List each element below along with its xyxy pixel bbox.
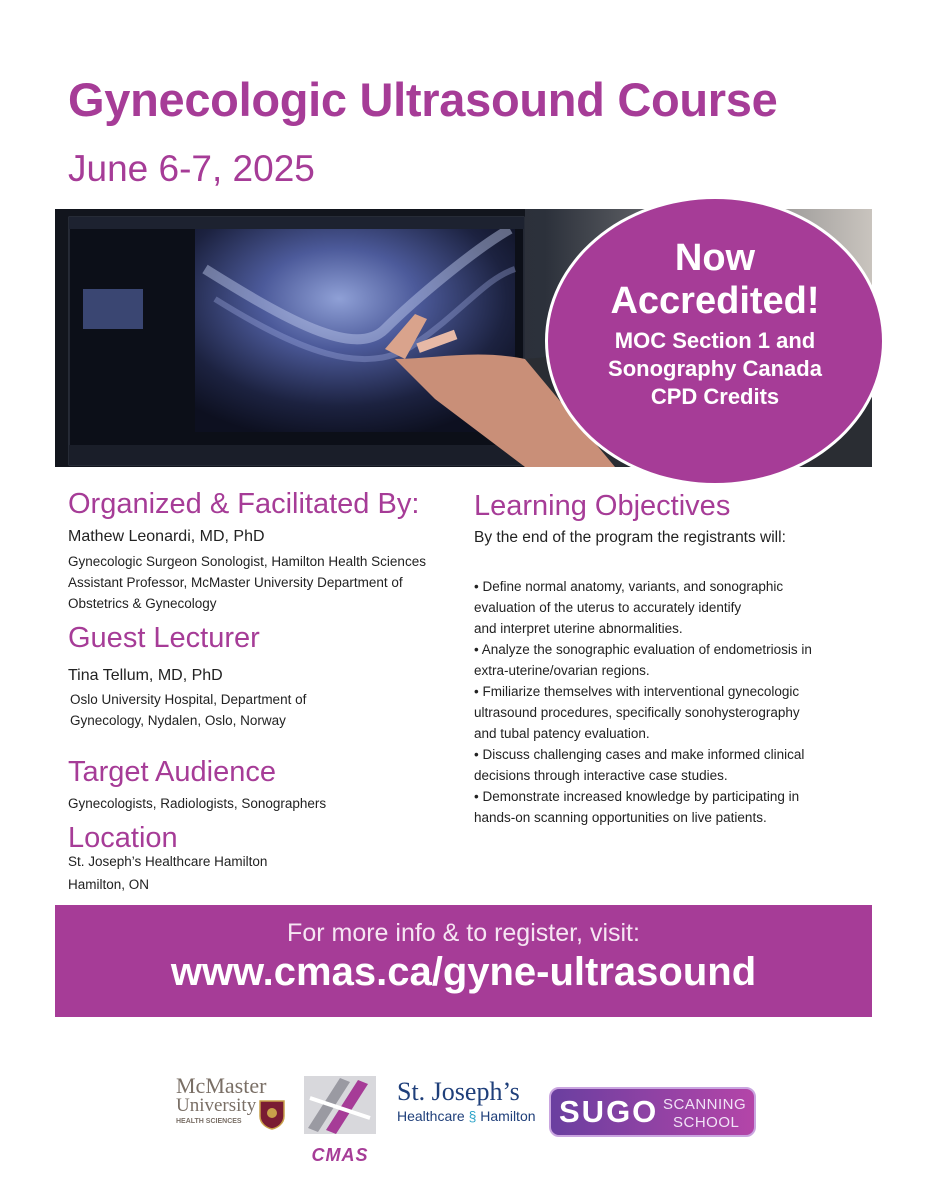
organizer-role: Assistant Professor, McMaster University Department of xyxy=(68,575,403,590)
location-line: Hamilton, ON xyxy=(68,877,150,892)
badge-sonography: Sonography Canada xyxy=(608,356,822,381)
objectives-intro: By the end of the program the registrants will: xyxy=(474,529,786,546)
objective-line: • Demonstrate increased knowledge by participating in xyxy=(474,789,800,804)
guest-affiliation xyxy=(70,689,465,731)
cmas-logo-text: CMAS xyxy=(311,1145,369,1165)
stjoseph-logo-name: St. Joseph’s xyxy=(397,1077,520,1106)
stjoseph-s-icon: § xyxy=(468,1108,477,1124)
organized-heading: Organized & Facilitated By: xyxy=(68,488,420,520)
organizer-name: Mathew Leonardi, MD, PhD xyxy=(68,528,265,545)
register-link[interactable]: www.cmas.ca/gyne-ultrasound xyxy=(170,950,757,994)
guest-heading: Guest Lecturer xyxy=(68,622,260,654)
sugo-logo xyxy=(549,1087,756,1137)
mcmaster-logo-subtitle: HEALTH SCIENCES xyxy=(176,1118,242,1125)
cmas-logo xyxy=(300,1068,380,1164)
sugo-logo-text: SUGO xyxy=(559,1094,659,1129)
badge-moc: MOC Section 1 and xyxy=(614,328,816,353)
objectives-list xyxy=(474,576,874,828)
guest-affiliation-line: Oslo University Hospital, Department of xyxy=(70,692,307,707)
guest-name: Tina Tellum, MD, PhD xyxy=(68,667,223,684)
objective-line: • Fmiliarize themselves with interventional gynecologic xyxy=(474,684,800,699)
objectives-heading: Learning Objectives xyxy=(474,490,731,522)
audience-heading: Target Audience xyxy=(68,756,276,788)
objective-line: decisions through interactive case studies. xyxy=(474,768,728,783)
objective-line: ultrasound procedures, specifically sonohysterography xyxy=(474,705,800,720)
badge-cpd: CPD Credits xyxy=(650,384,780,409)
registration-banner xyxy=(55,905,872,1017)
objective-line: • Define normal anatomy, variants, and sonographic xyxy=(474,579,784,594)
location-line: St. Joseph’s Healthcare Hamilton xyxy=(68,854,268,869)
objective-line: and interpret uterine abnormalities. xyxy=(474,621,683,636)
organizer-roles xyxy=(68,551,463,614)
organizer-role: Gynecologic Surgeon Sonologist, Hamilton Health Sciences xyxy=(68,554,426,569)
location-heading: Location xyxy=(68,822,178,854)
page-title: Gynecologic Ultrasound Course xyxy=(68,73,778,126)
stjoseph-logo xyxy=(397,1078,537,1138)
objective-line: evaluation of the uterus to accurately identify xyxy=(474,600,742,615)
audience-text: Gynecologists, Radiologists, Sonographers xyxy=(68,796,327,811)
objective-line: and tubal patency evaluation. xyxy=(474,726,650,741)
sugo-logo-school: SCHOOL xyxy=(673,1114,740,1131)
badge-accredited: Accredited! xyxy=(610,280,820,322)
guest-affiliation-line: Gynecology, Nydalen, Oslo, Norway xyxy=(70,713,286,728)
stjoseph-logo-hamilton: Hamilton xyxy=(480,1108,536,1124)
location-address xyxy=(68,850,267,896)
objective-line: • Discuss challenging cases and make informed clinical xyxy=(474,747,805,762)
stjoseph-logo-healthcare: Healthcare xyxy=(397,1108,465,1124)
objective-line: extra-uterine/ovarian regions. xyxy=(474,663,650,678)
cmas-emblem-icon xyxy=(300,1068,380,1140)
register-info: For more info & to register, visit: xyxy=(287,919,640,947)
objective-line: • Analyze the sonographic evaluation of endometriosis in xyxy=(474,642,812,657)
mcmaster-logo-name: McMaster xyxy=(176,1073,267,1098)
objective-line: hands-on scanning opportunities on live patients. xyxy=(474,810,767,825)
course-date: June 6-7, 2025 xyxy=(68,148,315,189)
badge-now: Now xyxy=(674,237,756,279)
mcmaster-logo-university: University xyxy=(176,1095,257,1116)
accreditation-badge xyxy=(545,196,885,486)
sugo-logo-scanning: SCANNING xyxy=(663,1096,747,1113)
mcmaster-logo xyxy=(176,1073,288,1136)
crest-icon xyxy=(259,1100,285,1130)
organizer-role: Obstetrics & Gynecology xyxy=(68,596,217,611)
